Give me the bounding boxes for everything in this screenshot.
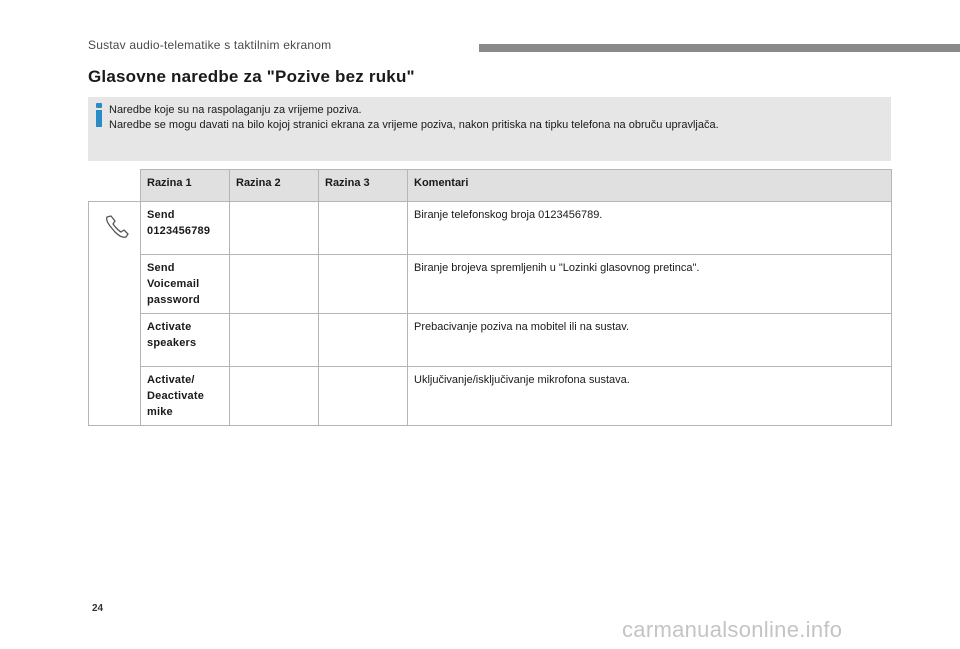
- command-comment: Uključivanje/isključivanje mikrofona sustava.: [408, 367, 892, 426]
- header-level-2: Razina 2: [230, 170, 319, 202]
- command-level-2: [230, 314, 319, 367]
- info-line-1: Naredbe koje su na raspolaganju za vrijeme poziva.: [109, 104, 362, 116]
- command-comment: Biranje telefonskog broja 0123456789.: [408, 202, 892, 255]
- phone-handset-icon: [103, 213, 131, 241]
- watermark: carmanualsonline.info: [622, 617, 843, 642]
- table-header-row: [89, 170, 892, 202]
- info-line-2: Naredbe se mogu davati na bilo kojoj stranici ekrana za vrijeme poziva, nakon pritiska na tipku telefona na obruču upravljača.: [109, 119, 719, 131]
- command-comment: Prebacivanje poziva na mobitel ili na sustav.: [408, 314, 892, 367]
- command-level-3: [319, 314, 408, 367]
- command-level-1: Activate/ Deactivate mike: [141, 367, 230, 426]
- page-title: Glasovne naredbe za "Pozive bez ruku": [88, 67, 415, 86]
- header-level-3: Razina 3: [319, 170, 408, 202]
- command-level-3: [319, 255, 408, 314]
- command-level-3: [319, 202, 408, 255]
- command-level-1: Activate speakers: [141, 314, 230, 367]
- table-row: [89, 255, 892, 314]
- info-icon: [95, 103, 103, 127]
- phone-icon-cell: [89, 202, 141, 426]
- page-number: 24: [92, 603, 104, 614]
- header-bar: [479, 44, 960, 52]
- command-level-2: [230, 255, 319, 314]
- header-blank-cell: [89, 170, 141, 202]
- command-comment: Biranje brojeva spremljenih u "Lozinki glasovnog pretinca".: [408, 255, 892, 314]
- command-level-1: Send Voicemail password: [141, 255, 230, 314]
- command-level-3: [319, 367, 408, 426]
- table-row: [89, 202, 892, 255]
- command-level-2: [230, 202, 319, 255]
- header-level-1: Razina 1: [141, 170, 230, 202]
- command-level-1: Send 0123456789: [141, 202, 230, 255]
- table-row: [89, 367, 892, 426]
- info-text: [109, 103, 719, 133]
- header-comments: Komentari: [408, 170, 892, 202]
- info-box: [88, 97, 891, 161]
- command-level-2: [230, 367, 319, 426]
- table-row: [89, 314, 892, 367]
- voice-commands-table: [88, 169, 892, 426]
- header-section-title: Sustav audio-telematike s taktilnim ekranom: [88, 38, 332, 52]
